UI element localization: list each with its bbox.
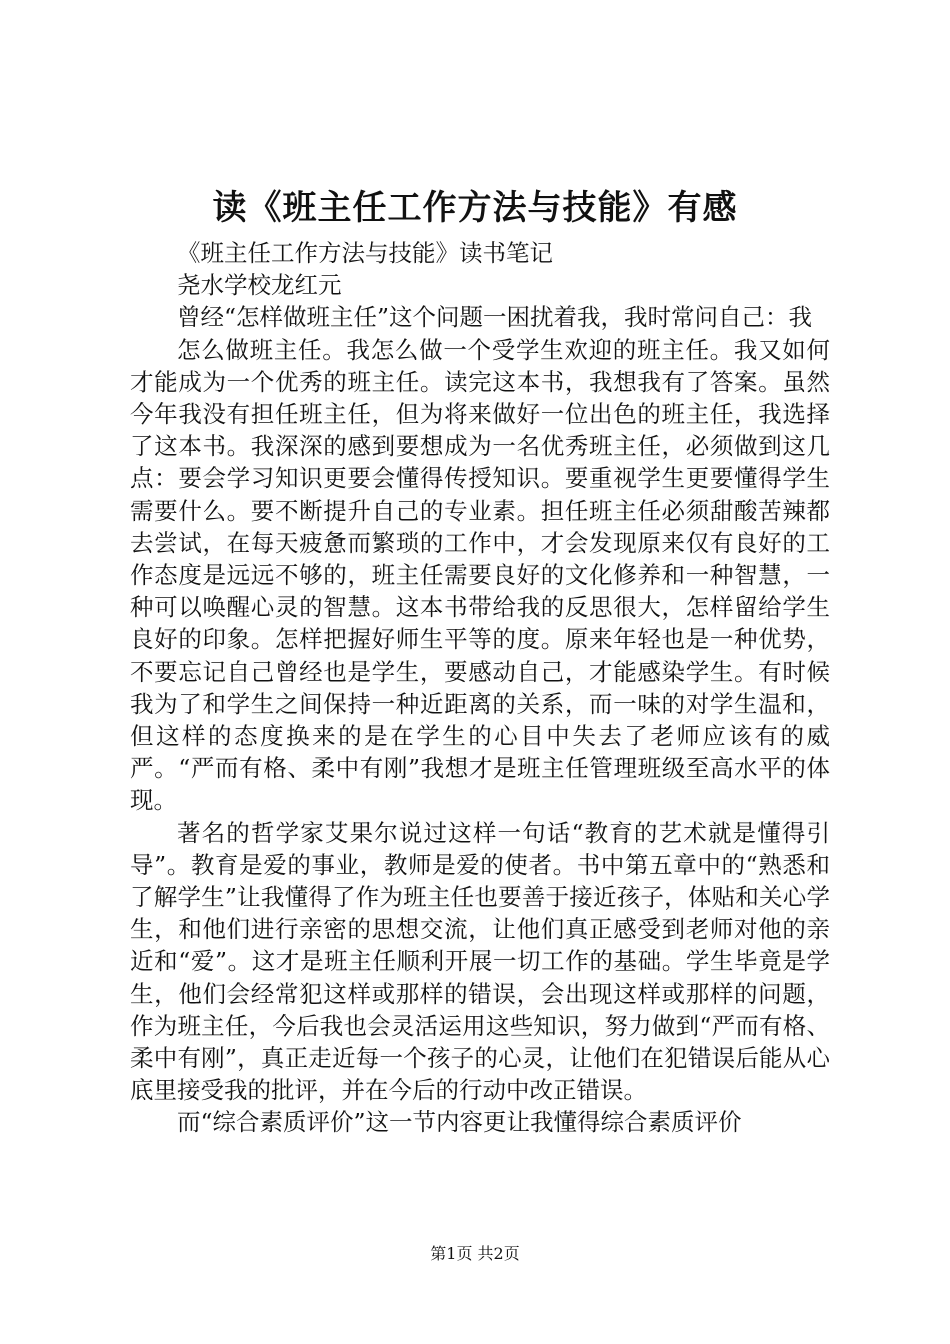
document-title: 读《班主任工作方法与技能》有感 — [212, 188, 738, 228]
paragraph-main: 怎么做班主任。我怎么做一个受学生欢迎的班主任。我又如何才能成为一个优秀的班主任。读完这本书，我想我有了答案。虽然今年我没有担任班主任，但为将来做好一位出色的班主任，我选择了这本书。我深深的感到要想成为一名优秀班主任，必须做到这几点：要会学习知识更要会懂得传授知识。要重视学生更要懂得学生需要什么。要不断提升自己的专业素。担任班主任必须甜酸苦辣都去尝试，在每天疲惫而繁琐的工作中，才会发现原来仅有良好的工作态度是远远不够的，班主任需要良好的文化修养和一种智慧，一种可以唤醒心灵的智慧。这本书带给我的反思很大，怎样留给学生良好的印象。怎样把握好师生平等的度。原来年轻也是一种优势，不要忘记自己曾经也是学生，要感动自己，才能感染学生。有时候我为了和学生之间保持一种近距离的关系，而一味的对学生温和，但这样的态度换来的是在学生的心目中失去了老师应该有的威严。“严而有格、柔中有刚”我想才是班主任管理班级至高水平的体现。 — [130, 335, 830, 815]
paragraph-author: 尧水学校龙红元 — [177, 271, 342, 300]
page-footer: 第1页 共2页 — [430, 1244, 520, 1263]
paragraph-subtitle: 《班主任工作方法与技能》读书笔记 — [177, 239, 553, 267]
document-body — [130, 237, 830, 1139]
paragraph-intro: 曾经“怎样做班主任”这个问题一困扰着我，我时常问自己：我 — [177, 303, 813, 332]
paragraph-education: 著名的哲学家艾果尔说过这样一句话“教育的艺术就是懂得引导”。教育是爱的事业，教师是爱的使者。书中第五章中的“熟悉和了解学生”让我懂得了作为班主任也要善于接近孩子，体贴和关心学生，和他们进行亲密的思想交流，让他们真正感受到老师对他的亲近和“爱”。这才是班主任顺利开展一切工作的基础。学生毕竟是学生，他们会经常犯这样或那样的错误，会出现这样或那样的问题，作为班主任，今后我也会灵活运用这些知识，努力做到“严而有格、柔中有刚”，真正走近每一个孩子的心灵，让他们在犯错误后能从心底里接受我的批评，并在今后的行动中改正错误。 — [130, 818, 830, 1105]
paragraph-evaluation: 而“综合素质评价”这一节内容更让我懂得综合素质评价 — [177, 1108, 742, 1137]
